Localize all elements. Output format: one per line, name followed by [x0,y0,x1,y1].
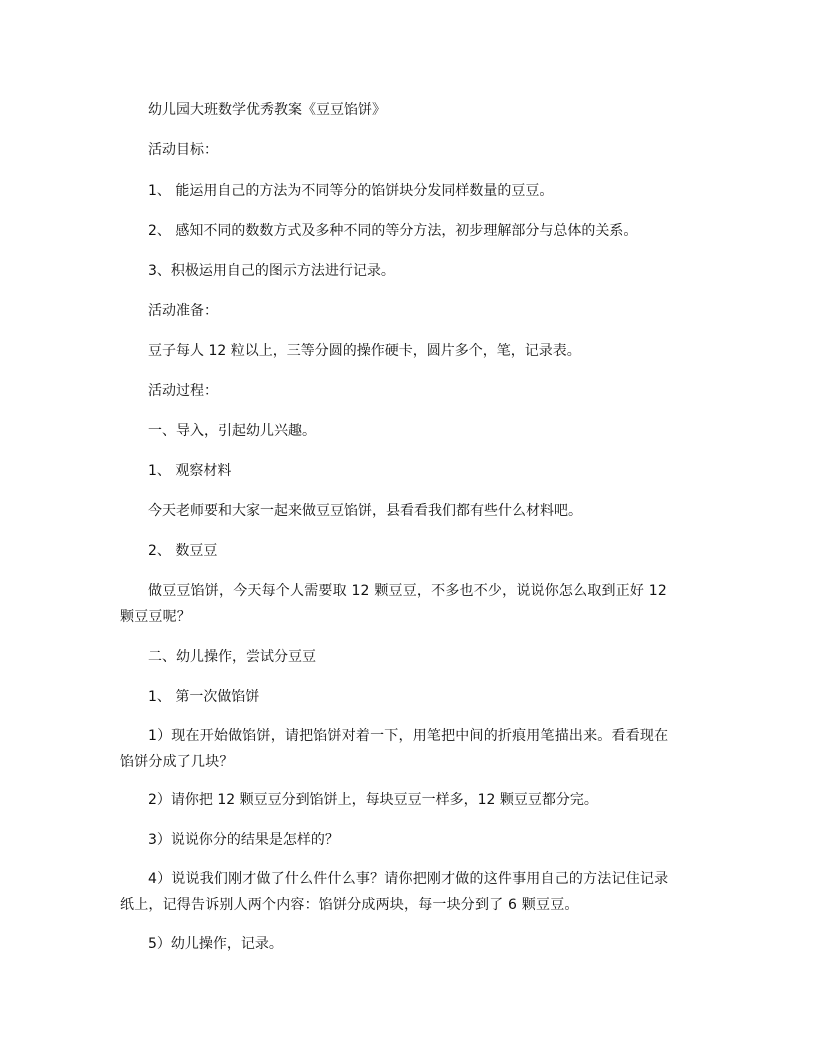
step-1-2-text: 做豆豆馅饼，今天每个人需要取 12 颗豆豆，不多也不少，说说你怎么取到正好 12 颗豆豆呢？ [120,583,667,625]
prep-text: 豆子每人 12 粒以上，三等分圆的操作硬卡，圆片多个，笔，记录表。 [148,343,581,359]
step-2-heading: 二、幼儿操作，尝试分豆豆 [148,649,316,665]
item-4: 4）说说我们刚才做了什么件什么事？请你把刚才做的这件事用自己的方法记住记录纸上，记得告诉别人两个内容：馅饼分成两块，每一块分到了 6 颗豆豆。 [120,871,669,913]
step-2-1-heading: 1、 第一次做馅饼 [148,689,260,705]
step-1-2-heading: 2、 数豆豆 [148,543,218,559]
step-1-heading: 一、导入，引起幼儿兴趣。 [148,423,316,439]
prep-heading: 活动准备： [148,303,218,319]
goal-1: 1、 能运用自己的方法为不同等分的馅饼块分发同样数量的豆豆。 [148,183,554,199]
goal-3: 3、积极运用自己的图示方法进行记录。 [148,263,395,279]
goal-2: 2、 感知不同的数数方式及多种不同的等分方法，初步理解部分与总体的关系。 [148,223,638,239]
document-title: 幼儿园大班数学优秀教案《豆豆馅饼》 [148,102,386,118]
item-3: 3）说说你分的结果是怎样的？ [148,832,339,848]
item-5: 5）幼儿操作，记录。 [148,936,283,952]
process-heading: 活动过程： [148,383,218,399]
step-1-1-heading: 1、 观察材料 [148,463,232,479]
item-1: 1）现在开始做馅饼，请把馅饼对着一下，用笔把中间的折痕用笔描出来。看看现在馅饼分成了几块？ [120,728,669,770]
step-1-1-text: 今天老师要和大家一起来做豆豆馅饼，县看看我们都有些什么材料吧。 [148,503,582,519]
goals-heading: 活动目标： [148,142,218,158]
item-2: 2）请你把 12 颗豆豆分到馅饼上，每块豆豆一样多，12 颗豆豆都分完。 [148,792,598,808]
